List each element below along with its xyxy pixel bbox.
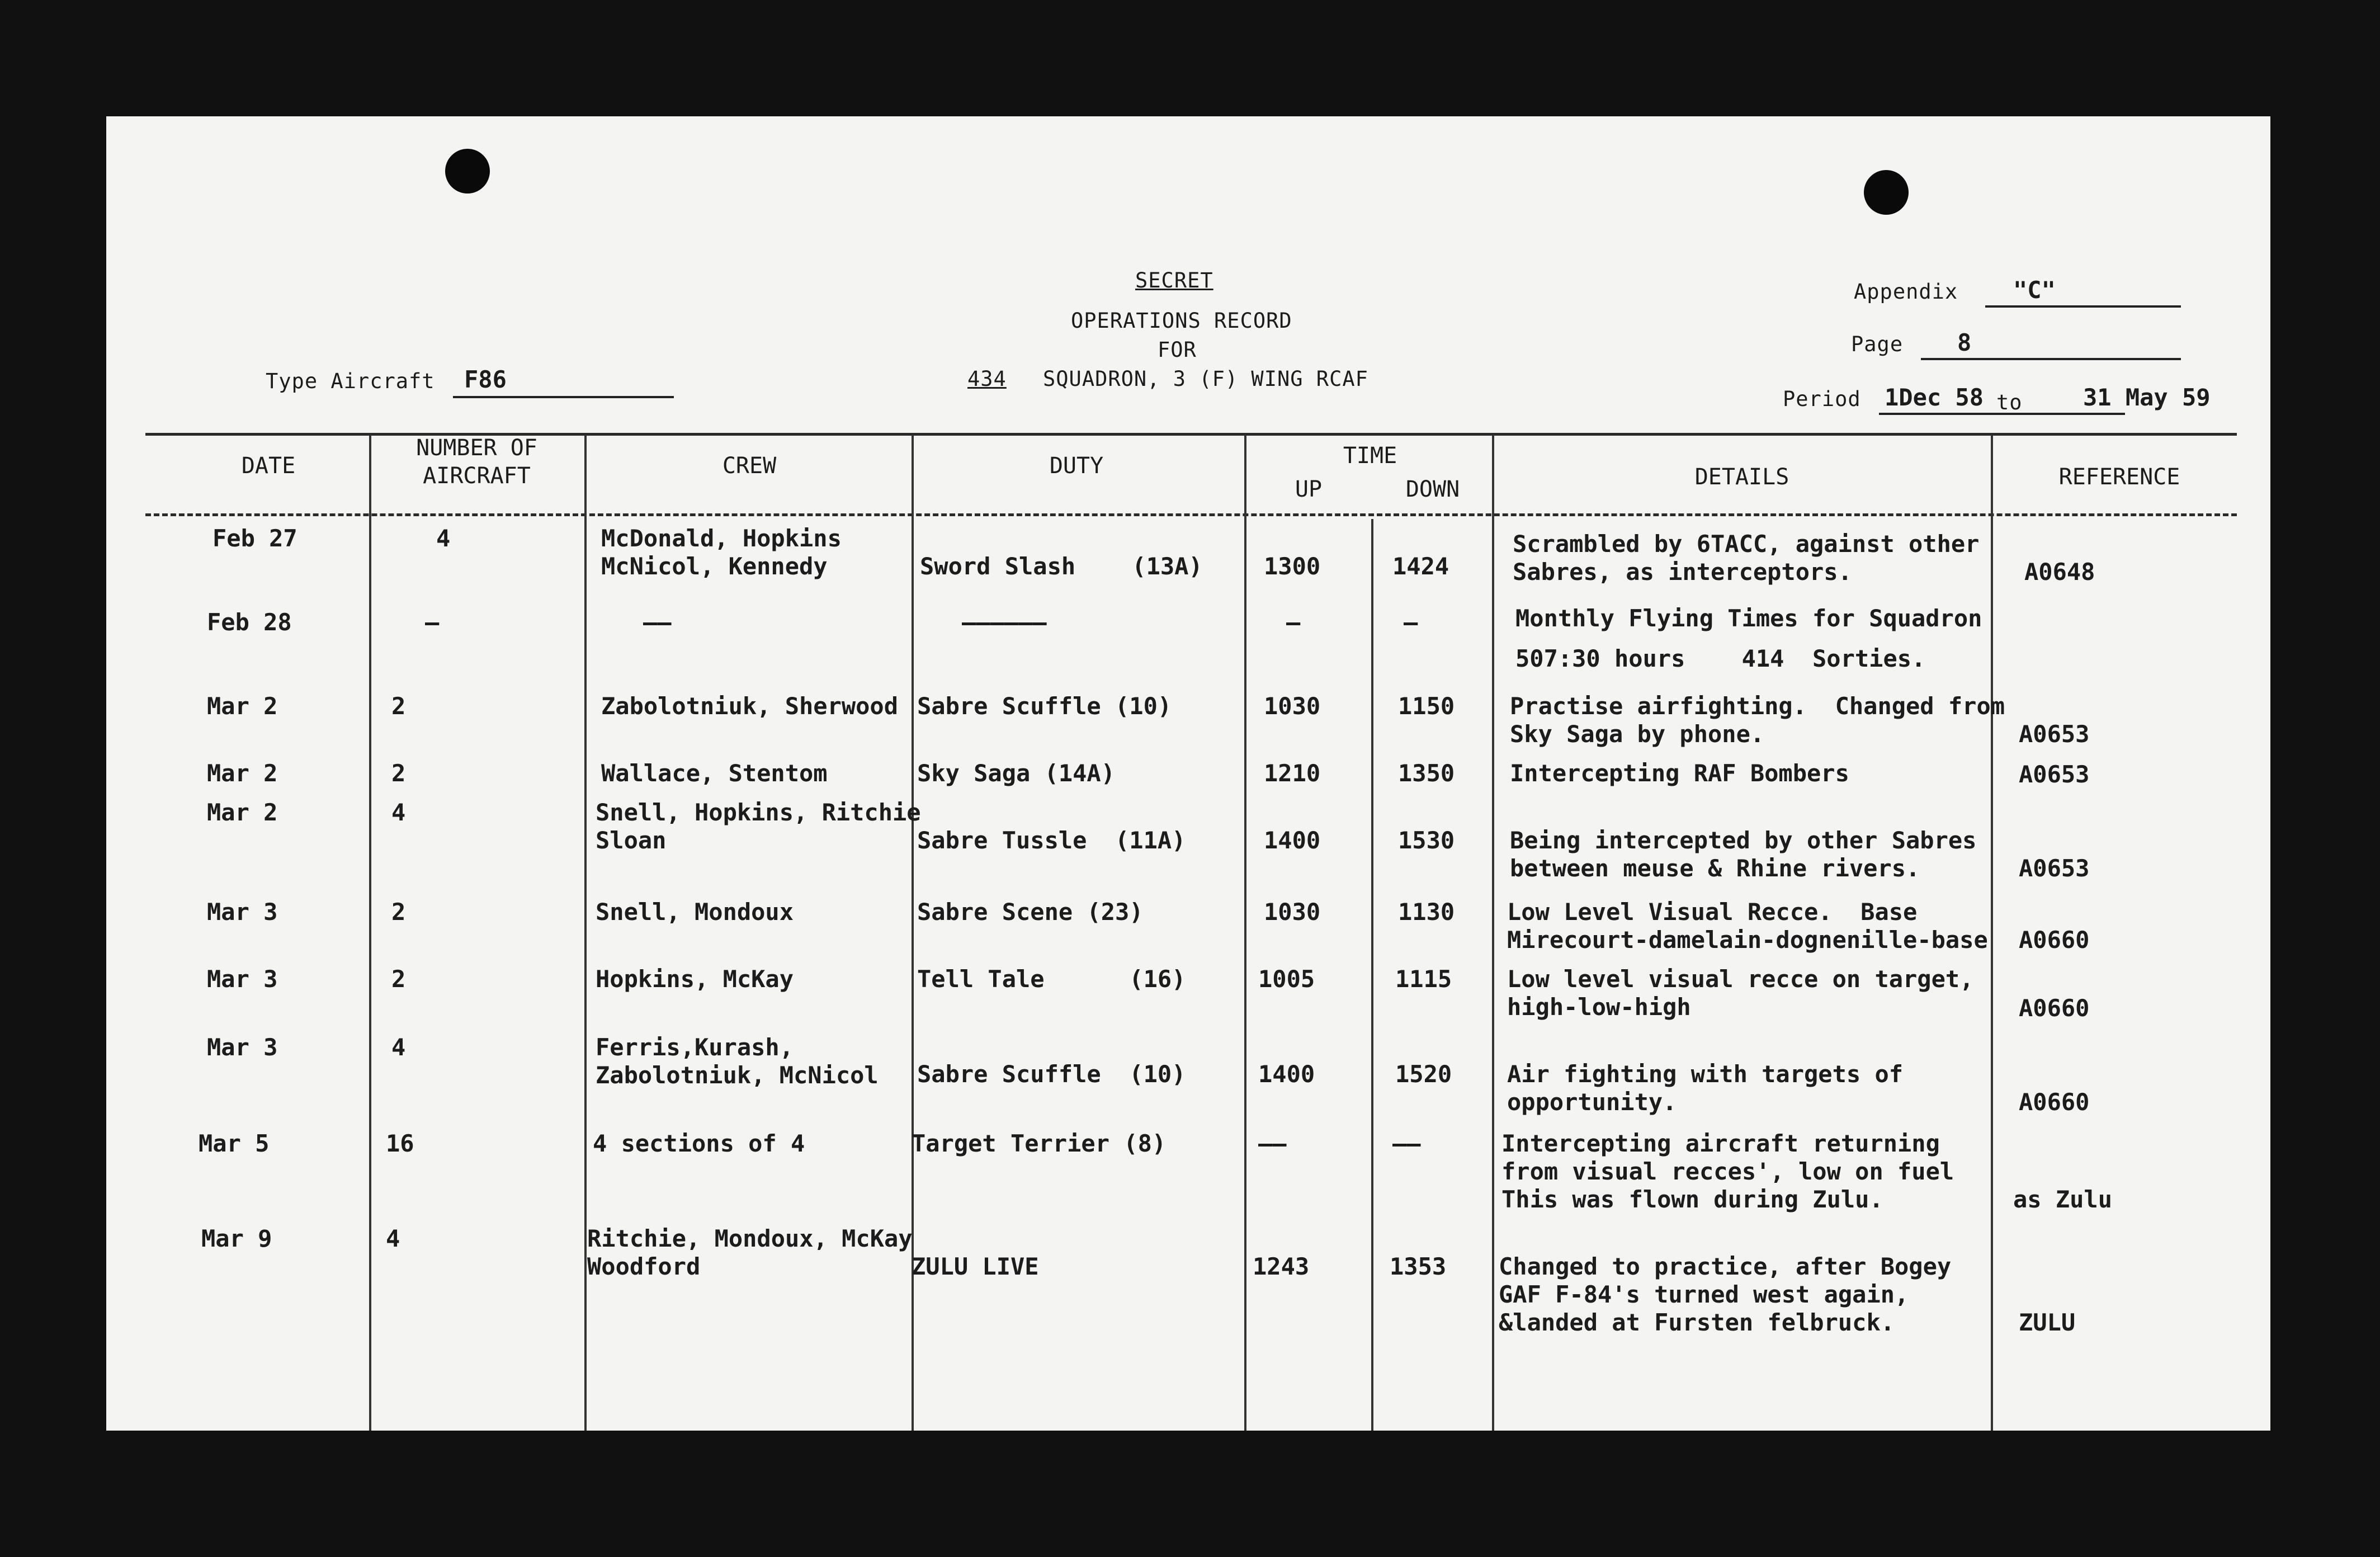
row1-date: Feb 27 (212, 525, 298, 552)
row10-crew: Ritchie, Mondoux, McKay Woodford (587, 1225, 913, 1280)
document-sheet (106, 116, 2270, 1431)
appendix-underline (1985, 305, 2181, 308)
divider-date-number (369, 435, 371, 1431)
row6-down: 1130 (1398, 898, 1455, 926)
row1-details: Scrambled by 6TACC, against other Sabres, as interceptors. (1513, 530, 1980, 586)
period-label: Period (1783, 387, 1861, 411)
row9-crew: 4 sections of 4 (593, 1130, 805, 1157)
row8-reference: A0660 (2019, 1088, 2090, 1116)
row3-up: 1030 (1264, 692, 1321, 720)
record-title-for: FOR (1158, 338, 1197, 362)
type-aircraft-value: F86 (464, 366, 507, 393)
punch-hole-right (1864, 170, 1909, 215)
row10-reference: ZULU (2019, 1309, 2076, 1336)
row9-reference: as Zulu (2013, 1186, 2113, 1213)
row10-down: 1353 (1390, 1253, 1447, 1280)
row9-details: Intercepting aircraft returning from visual recces', low on fuel This was flown during Zulu. (1501, 1130, 1954, 1213)
col-time-header: TIME (1343, 443, 1397, 469)
row5-up: 1400 (1264, 827, 1321, 854)
record-title: OPERATIONS RECORD (1071, 309, 1292, 333)
row4-number: 2 (391, 759, 406, 787)
punch-hole-left (445, 149, 490, 194)
row4-up: 1210 (1264, 759, 1321, 787)
row7-details: Low level visual recce on target, high-low-high (1507, 965, 1974, 1021)
table-header-rule (145, 513, 2237, 516)
divider-up-down (1371, 519, 1373, 1431)
row6-duty: Sabre Scene (23) (917, 898, 1144, 926)
row7-up: 1005 (1258, 965, 1315, 993)
col-up-header: UP (1295, 476, 1323, 502)
row5-details: Being intercepted by other Sabres between meuse & Rhine rivers. (1510, 827, 1977, 882)
row1-reference: A0648 (2024, 558, 2095, 586)
row8-details: Air fighting with targets of opportunity. (1507, 1060, 1904, 1116)
type-aircraft-underline (453, 396, 674, 398)
row7-duty: Tell Tale (16) (917, 965, 1186, 993)
row1-up: 1300 (1264, 553, 1321, 580)
row3-date: Mar 2 (207, 692, 278, 720)
row4-duty: Sky Saga (14A) (917, 759, 1116, 787)
page-number: 8 (1957, 329, 1972, 356)
row4-reference: A0653 (2019, 761, 2090, 788)
divider-crew-duty (912, 435, 914, 1431)
row6-reference: A0660 (2019, 926, 2090, 954)
row4-date: Mar 2 (207, 759, 278, 787)
row1-crew: McDonald, Hopkins McNicol, Kennedy (601, 525, 842, 580)
row2-up: — (1286, 608, 1301, 636)
row5-reference: A0653 (2019, 855, 2090, 882)
period-to: 31 May 59 (2083, 384, 2211, 411)
col-down-header: DOWN (1405, 476, 1460, 502)
row3-crew: Zabolotniuk, Sherwood (601, 692, 899, 720)
row7-down: 1115 (1395, 965, 1452, 993)
row8-number: 4 (391, 1034, 406, 1061)
row3-number: 2 (391, 692, 406, 720)
row10-details: Changed to practice, after Bogey GAF F-84's turned west again, &landed at Fursten felbruck. (1499, 1253, 1952, 1336)
row8-crew: Ferris,Kurash, Zabolotniuk, McNicol (596, 1034, 879, 1089)
row10-duty: ZULU LIVE (912, 1253, 1039, 1280)
row6-details: Low Level Visual Recce. Base Mirecourt-damelain-dognenille-base (1507, 898, 1988, 954)
divider-down-details (1492, 435, 1494, 1431)
classification-label: SECRET (1135, 268, 1213, 292)
row2-crew: —— (643, 608, 672, 636)
row2-date: Feb 28 (207, 608, 292, 636)
row3-duty: Sabre Scuffle (10) (917, 692, 1172, 720)
squadron-title: SQUADRON, 3 (F) WING RCAF (1043, 367, 1368, 391)
row7-date: Mar 3 (207, 965, 278, 993)
row1-down: 1424 (1392, 553, 1449, 580)
row3-down: 1150 (1398, 692, 1455, 720)
row5-date: Mar 2 (207, 799, 278, 826)
row3-reference: A0653 (2019, 720, 2090, 748)
col-date-header: DATE (241, 453, 296, 479)
row2-duty: —————— (962, 608, 1047, 636)
row10-number: 4 (386, 1225, 400, 1252)
row9-down: —— (1392, 1130, 1421, 1157)
row9-up: —— (1258, 1130, 1287, 1157)
type-aircraft-label: Type Aircraft (266, 369, 435, 393)
col-crew-header: CREW (722, 453, 777, 479)
period-from: 1Dec 58 (1885, 384, 1984, 411)
squadron-number: 434 (967, 367, 1007, 391)
divider-duty-up (1244, 435, 1246, 1431)
period-to-label: to (1996, 390, 2023, 414)
col-details-header: DETAILS (1694, 464, 1789, 490)
row2-down: — (1404, 608, 1418, 636)
row4-details: Intercepting RAF Bombers (1510, 759, 1849, 787)
col-reference-header: REFERENCE (2058, 464, 2180, 490)
row7-reference: A0660 (2019, 994, 2090, 1022)
row6-up: 1030 (1264, 898, 1321, 926)
row8-up: 1400 (1258, 1060, 1315, 1088)
row10-up: 1243 (1253, 1253, 1310, 1280)
divider-details-reference (1991, 435, 1993, 1431)
row7-crew: Hopkins, McKay (596, 965, 794, 993)
row8-date: Mar 3 (207, 1034, 278, 1061)
col-number-header-line1: NUMBER OF (416, 435, 537, 461)
row9-duty: Target Terrier (8) (912, 1130, 1167, 1157)
row1-duty: Sword Slash (13A) (920, 553, 1203, 580)
row8-down: 1520 (1395, 1060, 1452, 1088)
row7-number: 2 (391, 965, 406, 993)
row10-date: Mar 9 (201, 1225, 272, 1252)
divider-number-crew (584, 435, 587, 1431)
page-label: Page (1851, 332, 1904, 356)
page-underline (1921, 358, 2181, 360)
appendix-value: "C" (2013, 276, 2056, 304)
row5-duty: Sabre Tussle (11A) (917, 827, 1186, 854)
row2-number: — (425, 608, 440, 636)
row1-number: 4 (436, 525, 451, 552)
row9-date: Mar 5 (199, 1130, 270, 1157)
row6-date: Mar 3 (207, 898, 278, 926)
row5-number: 4 (391, 799, 406, 826)
row4-down: 1350 (1398, 759, 1455, 787)
row6-number: 2 (391, 898, 406, 926)
row5-down: 1530 (1398, 827, 1455, 854)
row5-crew: Snell, Hopkins, Ritchie Sloan (596, 799, 921, 854)
period-underline (1879, 413, 2125, 415)
col-number-header-line2: AIRCRAFT (423, 463, 531, 489)
row3-details: Practise airfighting. Changed from Sky Saga by phone. (1510, 692, 2005, 748)
appendix-label: Appendix (1854, 280, 1958, 304)
row2-details: Monthly Flying Times for Squadron 507:30 hours 414 Sorties. (1515, 605, 1982, 672)
row6-crew: Snell, Mondoux (596, 898, 794, 926)
row9-number: 16 (386, 1130, 414, 1157)
col-duty-header: DUTY (1049, 453, 1104, 479)
row4-crew: Wallace, Stentom (601, 759, 828, 787)
row8-duty: Sabre Scuffle (10) (917, 1060, 1186, 1088)
